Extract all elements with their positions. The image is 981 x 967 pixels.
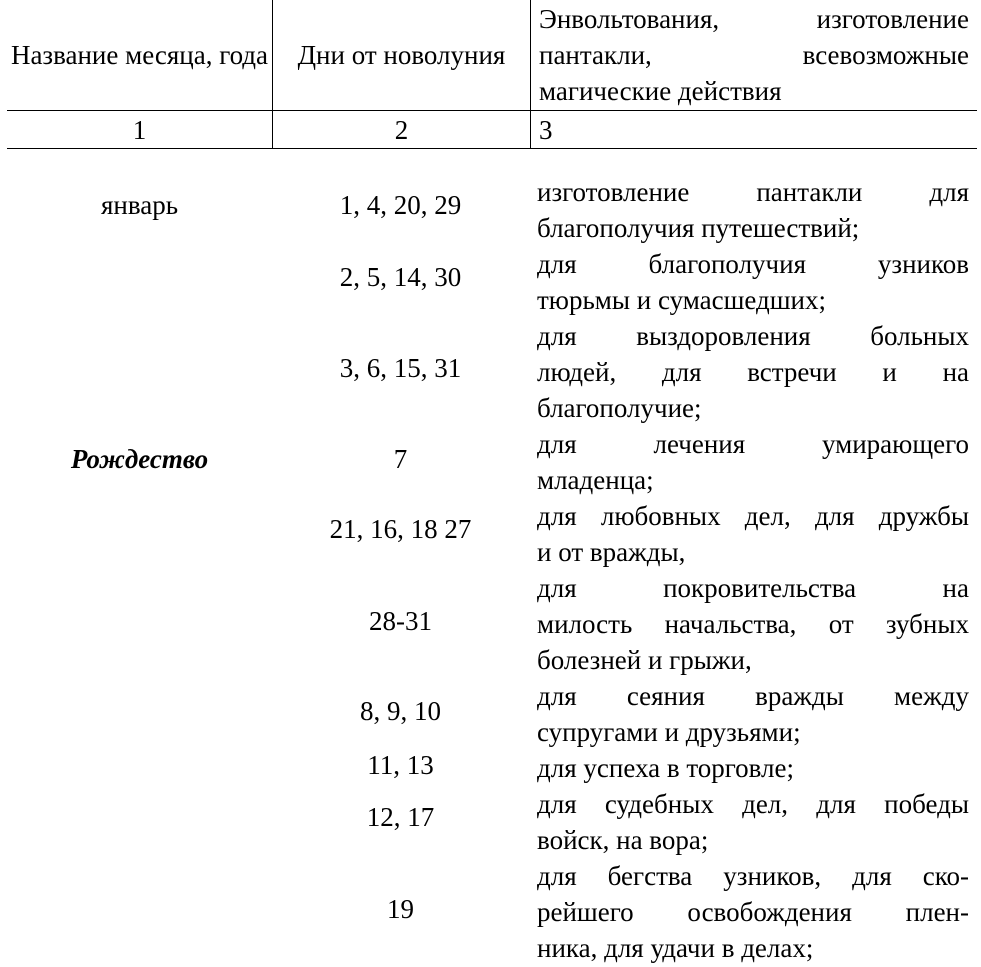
action-cell [537, 858, 969, 966]
action-cell [537, 246, 969, 318]
days-cell: 28-31 [369, 606, 432, 636]
days-cell: 19 [387, 894, 414, 924]
action-line: благополучия путешествий; [537, 213, 860, 243]
table-header [7, 0, 977, 149]
action-line: для сеяния вражды между [537, 681, 969, 711]
action-line: для любовных дел, для дружбы [537, 501, 969, 531]
action-line: для бегства узников, для ско- [537, 861, 969, 891]
days-cell: 11, 13 [367, 750, 434, 780]
action-line: для благополучия узников [537, 249, 969, 279]
action-line: болезней и грыжи, [537, 645, 752, 675]
action-line: для покровительства на [537, 573, 969, 603]
days-cell: 2, 5, 14, 30 [339, 262, 462, 292]
header-actions-line: пантакли, всевозможные [539, 40, 969, 70]
action-line: младенца; [537, 465, 654, 495]
action-line: для судебных дел, для победы [537, 789, 969, 819]
action-line: войск, на вора; [537, 825, 709, 855]
action-cell [537, 678, 969, 750]
action-line: для выздоровления больных [537, 321, 969, 351]
action-line: для успеха в торговле; [537, 753, 795, 783]
action-line: благополучие; [537, 393, 702, 423]
action-line: ника, для удачи в делах; [537, 933, 814, 963]
action-cell [537, 570, 969, 678]
action-cell [537, 318, 969, 426]
header-days-from-new-moon: Дни от новолуния [273, 0, 531, 111]
action-cell [537, 750, 969, 786]
action-cell [537, 498, 969, 570]
action-cell [537, 174, 969, 246]
days-cell: 8, 9, 10 [360, 696, 441, 726]
action-line: милость начальства, от зубных [537, 609, 969, 639]
holiday-cell: Рождество [70, 444, 209, 474]
header-actions-line: магические действия [539, 76, 782, 106]
column-number-2: 2 [273, 111, 531, 149]
header-actions-line: Энвольтования, изготовление [539, 4, 969, 34]
header-actions [531, 0, 978, 111]
action-line: людей, для встречи и на [537, 357, 969, 387]
action-cell [537, 426, 969, 498]
month-cell: январь [100, 190, 179, 220]
action-line: рейшего освобождения плен- [537, 897, 969, 927]
days-cell: 12, 17 [366, 802, 435, 832]
action-line: и от вражды, [537, 537, 686, 567]
column-number-1: 1 [7, 111, 273, 149]
action-line: изготовление пантакли для [537, 177, 969, 207]
days-cell: 1, 4, 20, 29 [339, 190, 462, 220]
header-month-year: Название месяца, года [7, 0, 273, 111]
column-number-3: 3 [531, 111, 978, 149]
action-line: тюрьмы и сумасшедших; [537, 285, 826, 315]
days-cell: 7 [393, 444, 408, 474]
action-line: для лечения умирающего [537, 429, 969, 459]
days-cell: 3, 6, 15, 31 [339, 353, 462, 383]
action-cell [537, 786, 969, 858]
days-cell: 21, 16, 18 27 [329, 514, 472, 544]
action-line: супругами и друзьями; [537, 717, 801, 747]
